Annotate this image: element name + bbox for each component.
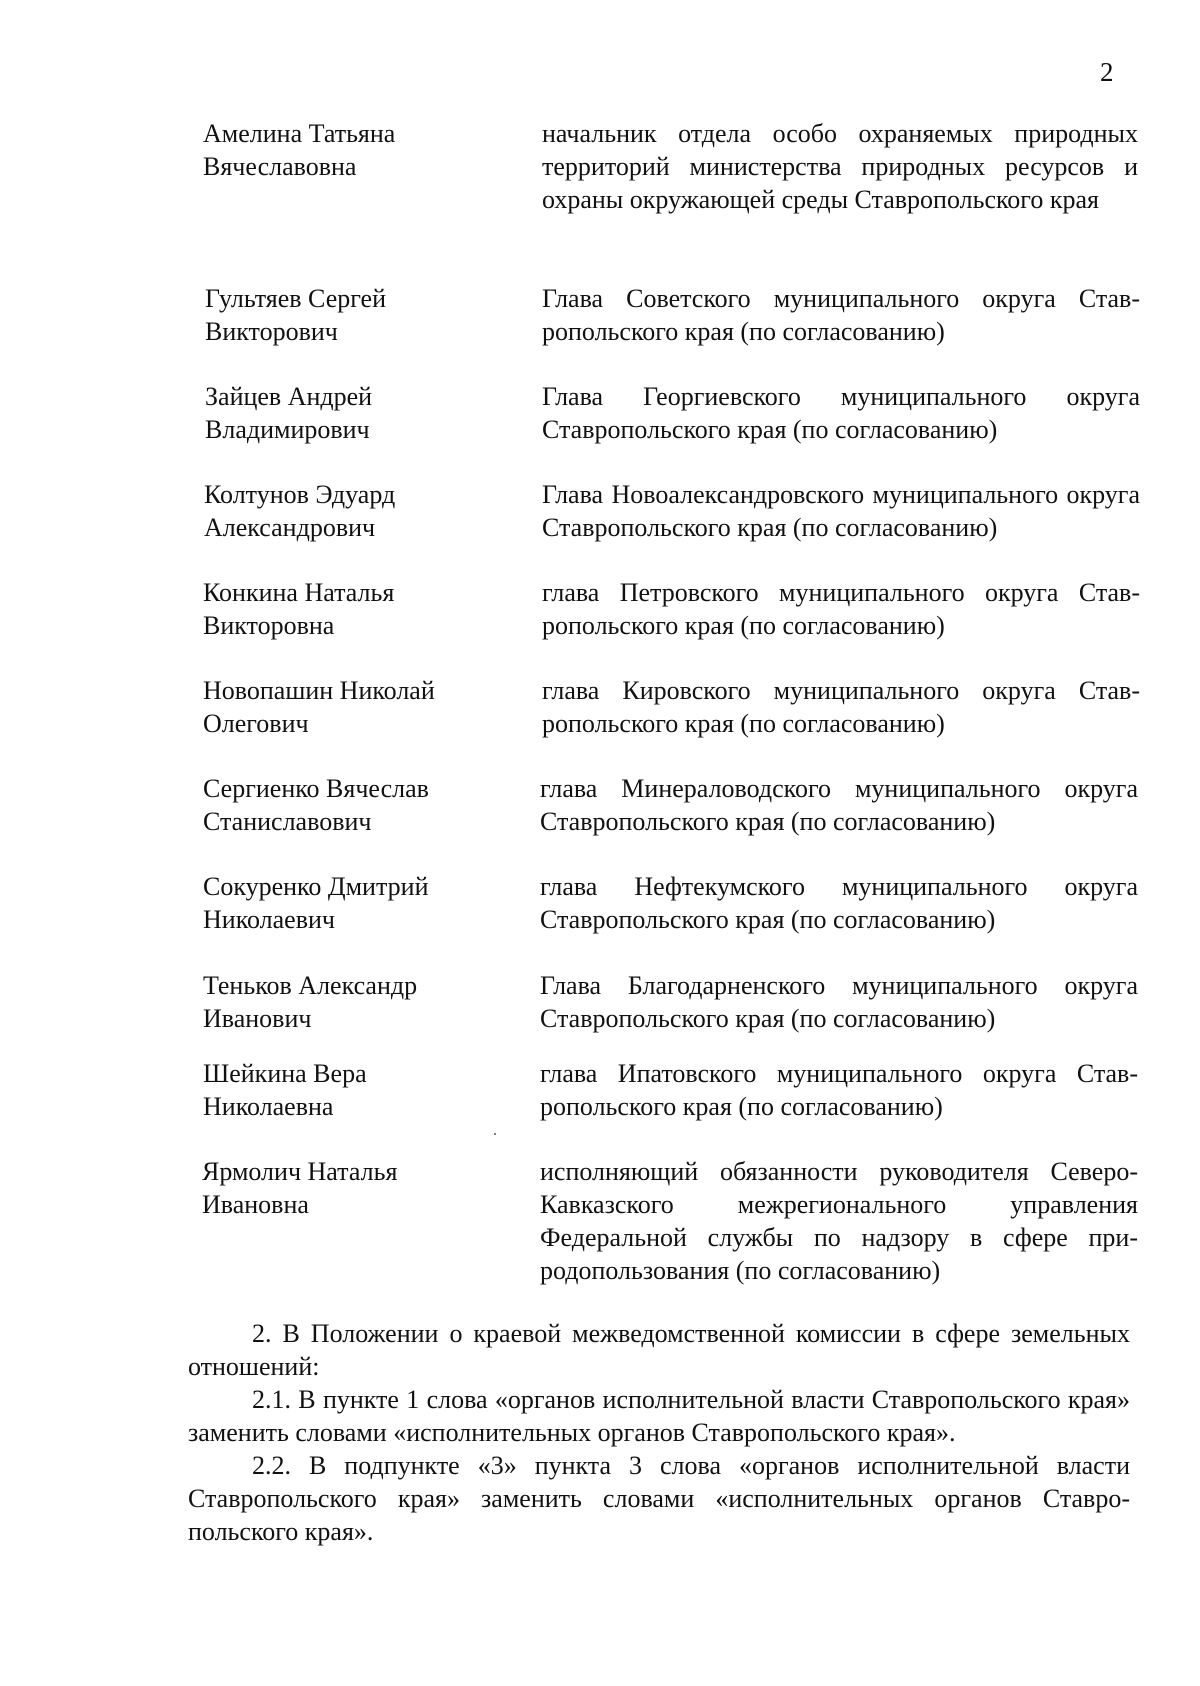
paragraph: 2. В Положении о краевой межведомственной комиссии в сфере земельных отношений: — [188, 1319, 1130, 1381]
member-role: Глава Благодарненского муниципального округа Ставропольского края (по согласованию) — [540, 971, 1138, 1033]
amendments-text — [188, 1317, 1130, 1548]
member-role: глава Кировского муниципального округа Ставропольского края (по согласованию) — [542, 676, 1140, 738]
member-role: глава Нефтекумского муниципального округа Ставропольского края (по согласованию) — [540, 872, 1138, 934]
member-name: Новопашин Николай Олегович — [203, 676, 435, 738]
member-role: начальник отдела особо охраняемых природных территорий министерства природных ресурсов и охраны окружающей среды Ставропольского края — [542, 119, 1138, 214]
page-number: 2 — [1100, 57, 1114, 87]
member-role: Глава Советского муниципального округа Ставропольского края (по согласованию) — [542, 284, 1140, 346]
paragraph: 2.2. В подпункте «3» пункта 3 слова «органов исполнительной власти Ставропольского края» заменить словами «исполнительных органов Ставропольского края». — [188, 1451, 1130, 1546]
member-role: глава Минераловодского муниципального округа Ставропольского края (по согласованию) — [540, 774, 1138, 836]
member-name: Теньков Александр Иванович — [203, 971, 418, 1033]
member-role: Глава Новоалександровского муниципального округа Ставропольского края (по согласованию) — [542, 480, 1140, 542]
member-name: Сокуренко Дмитрий Николаевич — [203, 872, 429, 934]
member-name: Амелина Татьяна Вячеславовна — [203, 119, 396, 181]
member-name: Колтунов Эдуард Александрович — [204, 480, 396, 542]
member-name: Зайцев Андрей Владимирович — [205, 382, 373, 444]
member-role: исполняющий обязанности руководителя Северо-Кавказского межрегионального управления Федеральной службы по надзору в сфере природопользования (по согласованию) — [540, 1157, 1138, 1285]
member-name: Конкина Наталья Викторовна — [203, 578, 395, 640]
member-name: Гультяев Сергей Викторович — [205, 284, 387, 346]
member-name: Сергиенко Вячеслав Станиславович — [203, 774, 429, 836]
paragraph: 2.1. В пункте 1 слова «органов исполнительной власти Ставропольского края» заменить словами «исполнительных органов Ставропольского края». — [188, 1385, 1130, 1447]
member-role: Глава Георгиевского муниципального округа Ставропольского края (по согласованию) — [542, 382, 1140, 444]
scan-speck — [494, 1133, 496, 1135]
member-role: глава Ипатовского муниципального округа Ставропольского края (по согласованию) — [540, 1059, 1138, 1121]
member-name: Шейкина Вера Николаевна — [203, 1059, 367, 1121]
member-name: Ярмолич Наталья Ивановна — [202, 1157, 398, 1219]
member-role: глава Петровского муниципального округа Ставропольского края (по согласованию) — [542, 578, 1140, 640]
